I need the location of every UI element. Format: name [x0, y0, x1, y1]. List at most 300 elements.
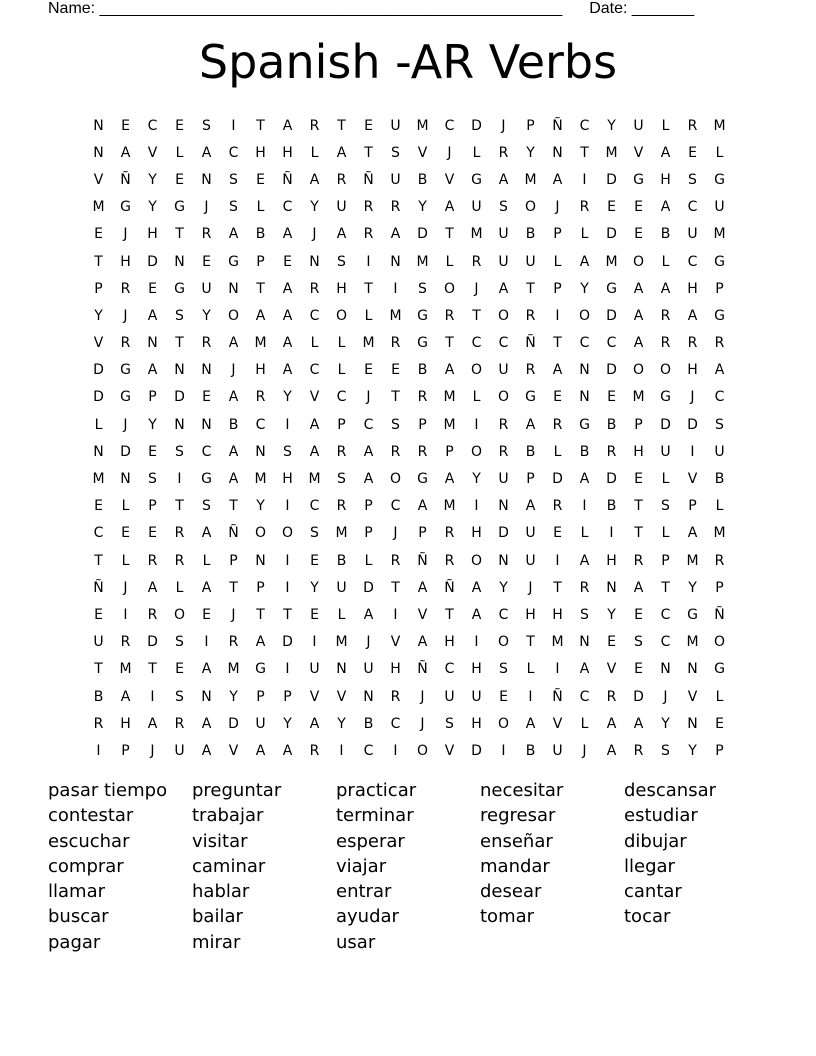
grid-letter: Y	[526, 144, 535, 161]
grid-letter: A	[390, 226, 401, 243]
grid-letter: V	[228, 742, 239, 759]
grid-letter: P	[634, 416, 643, 433]
grid-letter: M	[254, 471, 267, 488]
grid-letter: O	[497, 389, 510, 406]
grid-letter: G	[525, 389, 536, 406]
grid-letter: V	[444, 171, 455, 188]
grid-letter: D	[606, 471, 617, 488]
grid-letter: T	[580, 144, 589, 161]
grid-letter: V	[687, 471, 698, 488]
grid-letter: I	[393, 742, 398, 759]
grid-letter: A	[552, 362, 563, 379]
grid-letter: A	[525, 715, 536, 732]
grid-letter: C	[363, 742, 374, 759]
grid-letter: U	[633, 117, 644, 134]
grid-letter: M	[227, 661, 240, 678]
grid-letter: C	[714, 389, 725, 406]
grid-letter: B	[417, 171, 428, 188]
grid-letter: R	[714, 552, 725, 569]
grid-letter: A	[606, 715, 617, 732]
grid-letter: O	[173, 606, 186, 623]
grid-letter: A	[147, 362, 158, 379]
grid-letter: L	[553, 443, 562, 460]
grid-letter: L	[256, 199, 265, 216]
grid-letter: E	[94, 606, 103, 623]
grid-letter: P	[148, 498, 157, 515]
grid-letter: V	[552, 715, 563, 732]
grid-letter: U	[714, 443, 725, 460]
grid-letter: T	[175, 226, 184, 243]
grid-letter: T	[391, 579, 400, 596]
grid-letter: J	[123, 416, 128, 433]
grid-letter: N	[93, 117, 104, 134]
grid-letter: U	[660, 443, 671, 460]
grid-letter: T	[445, 226, 454, 243]
grid-letter: O	[713, 634, 726, 651]
grid-letter: P	[688, 498, 697, 515]
grid-letter: N	[255, 443, 266, 460]
grid-letter: D	[471, 117, 482, 134]
grid-letter: H	[336, 280, 347, 297]
grid-letter: L	[661, 117, 670, 134]
grid-letter: R	[228, 634, 239, 651]
word-list-item: entrar	[336, 881, 392, 903]
grid-letter: E	[202, 389, 211, 406]
grid-letter: L	[715, 688, 724, 705]
grid-letter: I	[609, 525, 614, 542]
grid-letter: M	[713, 226, 726, 243]
grid-letter: N	[660, 661, 671, 678]
page-title: Spanish -AR Verbs	[198, 35, 618, 89]
grid-letter: Y	[688, 579, 697, 596]
grid-letter: I	[285, 416, 290, 433]
grid-letter: A	[228, 226, 239, 243]
word-list-item: descansar	[624, 780, 717, 801]
grid-letter: S	[688, 171, 697, 188]
grid-letter: R	[309, 117, 320, 134]
grid-letter: I	[555, 307, 560, 324]
grid-letter: A	[444, 471, 455, 488]
grid-letter: Y	[661, 715, 670, 732]
grid-letter: I	[555, 552, 560, 569]
grid-letter: I	[393, 606, 398, 623]
grid-letter: J	[231, 362, 236, 379]
grid-letter: U	[336, 199, 347, 216]
grid-letter: A	[282, 335, 293, 352]
header	[48, 0, 748, 20]
grid-letter: J	[123, 307, 128, 324]
grid-letter: R	[255, 389, 266, 406]
grid-letter: L	[94, 416, 103, 433]
grid-letter: N	[687, 661, 698, 678]
grid-letter: T	[337, 117, 346, 134]
grid-letter: P	[148, 389, 157, 406]
grid-letter: N	[606, 579, 617, 596]
grid-letter: C	[660, 606, 671, 623]
grid-letter: U	[255, 715, 266, 732]
grid-letter: C	[282, 199, 293, 216]
grid-letter: P	[553, 226, 562, 243]
grid-letter: J	[366, 389, 371, 406]
grid-letter: Ñ	[417, 552, 428, 569]
grid-letter: S	[499, 661, 508, 678]
grid-letter: D	[93, 362, 104, 379]
grid-letter: A	[660, 280, 671, 297]
grid-letter: L	[337, 362, 346, 379]
word-list-item: llegar	[624, 855, 675, 877]
word-list-item: llamar	[48, 881, 105, 903]
grid-letter: E	[202, 253, 211, 270]
grid-letter: A	[120, 144, 131, 161]
grid-letter: E	[148, 280, 157, 297]
grid-letter: A	[228, 389, 239, 406]
grid-letter: R	[687, 117, 698, 134]
grid-letter: O	[443, 280, 456, 297]
grid-letter: N	[363, 688, 374, 705]
grid-letter: I	[474, 498, 479, 515]
grid-letter: B	[336, 552, 347, 569]
grid-letter: L	[661, 253, 670, 270]
grid-letter: Y	[310, 579, 319, 596]
grid-letter: I	[177, 471, 182, 488]
grid-letter: P	[94, 280, 103, 297]
grid-letter: E	[121, 525, 130, 542]
grid-letter: P	[229, 552, 238, 569]
grid-letter: T	[94, 661, 103, 678]
grid-letter: A	[201, 742, 212, 759]
grid-letter: A	[498, 280, 509, 297]
grid-letter: T	[445, 335, 454, 352]
grid-letter: G	[201, 471, 212, 488]
grid-letter: T	[391, 389, 400, 406]
grid-letter: N	[498, 498, 509, 515]
grid-letter: D	[147, 253, 158, 270]
grid-letter: I	[231, 117, 236, 134]
grid-letter: P	[256, 579, 265, 596]
grid-letter: E	[607, 634, 616, 651]
grid-letter: U	[687, 226, 698, 243]
grid-letter: D	[633, 688, 644, 705]
grid-letter: L	[310, 144, 319, 161]
grid-letter: S	[418, 280, 427, 297]
grid-letter: U	[498, 253, 509, 270]
grid-letter: U	[390, 171, 401, 188]
grid-letter: J	[231, 606, 236, 623]
grid-letter: R	[552, 498, 563, 515]
word-list-item: pagar	[48, 931, 101, 953]
word-list-item: contestar	[48, 805, 134, 827]
grid-letter: J	[555, 199, 560, 216]
grid-letter: A	[363, 443, 374, 460]
grid-letter: A	[201, 579, 212, 596]
grid-letter: A	[201, 661, 212, 678]
grid-letter: S	[175, 443, 184, 460]
grid-letter: H	[120, 253, 131, 270]
grid-letter: M	[416, 253, 429, 270]
grid-letter: A	[147, 579, 158, 596]
grid-letter: N	[174, 362, 185, 379]
date-line: Date: _______	[589, 0, 695, 17]
grid-letter: L	[661, 525, 670, 542]
grid-letter: P	[715, 579, 724, 596]
grid-letter: M	[470, 226, 483, 243]
grid-letter: R	[552, 416, 563, 433]
grid-letter: L	[175, 579, 184, 596]
grid-letter: G	[660, 389, 671, 406]
grid-letter: T	[526, 634, 535, 651]
word-list-item: usar	[336, 931, 376, 953]
grid-letter: L	[580, 715, 589, 732]
grid-letter: A	[687, 525, 698, 542]
grid-letter: P	[526, 117, 535, 134]
grid-letter: T	[256, 117, 265, 134]
grid-letter: O	[470, 552, 483, 569]
grid-letter: U	[498, 362, 509, 379]
grid-letter: H	[255, 362, 266, 379]
grid-letter: G	[228, 253, 239, 270]
grid-letter: A	[255, 634, 266, 651]
grid-letter: A	[633, 715, 644, 732]
word-list-item: visitar	[192, 830, 248, 852]
grid-letter: S	[661, 498, 670, 515]
grid-letter: C	[309, 362, 320, 379]
grid-letter: Ñ	[714, 606, 725, 623]
grid-letter: N	[174, 253, 185, 270]
grid-letter: C	[498, 606, 509, 623]
grid-letter: B	[606, 416, 617, 433]
grid-letter: O	[254, 525, 267, 542]
grid-letter: U	[363, 661, 374, 678]
grid-letter: C	[498, 335, 509, 352]
grid-letter: R	[336, 498, 347, 515]
word-list-item: buscar	[48, 906, 109, 928]
grid-letter: O	[497, 634, 510, 651]
word-list	[48, 780, 768, 957]
grid-letter: R	[201, 226, 212, 243]
grid-letter: Ñ	[552, 688, 563, 705]
grid-letter: C	[660, 634, 671, 651]
grid-letter: P	[715, 280, 724, 297]
grid-letter: E	[94, 498, 103, 515]
grid-letter: S	[175, 307, 184, 324]
grid-letter: L	[661, 471, 670, 488]
word-list-item: dibujar	[624, 830, 687, 852]
grid-letter: T	[175, 335, 184, 352]
grid-letter: I	[96, 742, 101, 759]
grid-letter: M	[254, 335, 267, 352]
grid-letter: R	[363, 226, 374, 243]
grid-letter: R	[309, 742, 320, 759]
grid-letter: N	[201, 416, 212, 433]
grid-letter: Y	[607, 117, 616, 134]
grid-letter: O	[497, 307, 510, 324]
grid-letter: I	[393, 280, 398, 297]
grid-letter: N	[201, 171, 212, 188]
grid-letter: E	[175, 117, 184, 134]
grid-letter: B	[606, 498, 617, 515]
word-list-item: viajar	[336, 855, 387, 877]
grid-letter: P	[661, 552, 670, 569]
grid-letter: T	[175, 498, 184, 515]
grid-letter: I	[474, 634, 479, 651]
grid-letter: V	[444, 742, 455, 759]
grid-letter: I	[501, 742, 506, 759]
grid-letter: C	[390, 498, 401, 515]
grid-letter: A	[147, 307, 158, 324]
grid-letter: A	[363, 471, 374, 488]
grid-letter: B	[363, 715, 374, 732]
grid-letter: P	[121, 742, 130, 759]
grid-letter: E	[607, 389, 616, 406]
grid-letter: U	[93, 634, 104, 651]
grid-letter: A	[687, 307, 698, 324]
grid-letter: B	[660, 226, 671, 243]
word-list-item: pasar tiempo	[48, 780, 168, 801]
grid-letter: G	[714, 307, 725, 324]
grid-letter: U	[552, 742, 563, 759]
grid-letter: R	[417, 443, 428, 460]
grid-letter: O	[227, 307, 240, 324]
word-list-item: enseñar	[480, 830, 553, 852]
grid-letter: G	[687, 606, 698, 623]
grid-letter: I	[312, 634, 317, 651]
grid-letter: C	[309, 307, 320, 324]
grid-letter: A	[471, 606, 482, 623]
grid-letter: H	[687, 280, 698, 297]
grid-letter: C	[579, 117, 590, 134]
grid-letter: A	[228, 471, 239, 488]
grid-letter: S	[661, 742, 670, 759]
grid-letter: I	[339, 742, 344, 759]
grid-letter: A	[579, 661, 590, 678]
grid-letter: N	[579, 634, 590, 651]
grid-letter: Y	[472, 471, 481, 488]
grid-letter: R	[660, 307, 671, 324]
grid-letter: A	[120, 688, 131, 705]
grid-letter: Y	[202, 307, 211, 324]
grid-letter: T	[229, 579, 238, 596]
grid-letter: I	[582, 171, 587, 188]
grid-letter: A	[633, 335, 644, 352]
grid-letter: Y	[607, 606, 616, 623]
grid-letter: R	[687, 335, 698, 352]
grid-letter: R	[174, 525, 185, 542]
grid-letter: V	[93, 171, 104, 188]
grid-letter: C	[687, 253, 698, 270]
grid-letter: U	[444, 688, 455, 705]
grid-letter: A	[660, 199, 671, 216]
grid-letter: M	[443, 498, 456, 515]
grid-letter: S	[634, 634, 643, 651]
grid-letter: A	[201, 144, 212, 161]
grid-letter: E	[310, 606, 319, 623]
grid-letter: Y	[580, 280, 589, 297]
grid-letter: R	[147, 606, 158, 623]
grid-letter: I	[150, 688, 155, 705]
grid-letter: R	[498, 443, 509, 460]
grid-letter: I	[528, 688, 533, 705]
grid-letter: A	[282, 226, 293, 243]
grid-letter: A	[606, 742, 617, 759]
grid-letter: A	[309, 443, 320, 460]
grid-letter: Y	[148, 199, 157, 216]
grid-letter: N	[255, 552, 266, 569]
grid-letter: T	[553, 335, 562, 352]
grid-letter: T	[445, 606, 454, 623]
grid-letter: P	[715, 742, 724, 759]
grid-letter: V	[309, 389, 320, 406]
grid-letter: Ñ	[363, 171, 374, 188]
grid-letter: E	[553, 389, 562, 406]
grid-letter: R	[714, 335, 725, 352]
grid-letter: N	[201, 362, 212, 379]
grid-letter: C	[444, 661, 455, 678]
word-list-item: comprar	[48, 855, 124, 877]
grid-letter: E	[310, 552, 319, 569]
grid-letter: Y	[283, 389, 292, 406]
grid-letter: R	[471, 253, 482, 270]
grid-letter: R	[606, 443, 617, 460]
grid-letter: M	[92, 471, 105, 488]
grid-letter: L	[337, 335, 346, 352]
grid-letter: Y	[688, 742, 697, 759]
word-list-item: ayudar	[336, 906, 399, 928]
grid-letter: T	[553, 579, 562, 596]
grid-letter: O	[632, 362, 645, 379]
grid-letter: G	[120, 199, 131, 216]
grid-letter: M	[686, 552, 699, 569]
grid-letter: I	[123, 606, 128, 623]
grid-letter: T	[229, 498, 238, 515]
grid-letter: R	[120, 634, 131, 651]
grid-letter: D	[606, 226, 617, 243]
grid-letter: R	[390, 443, 401, 460]
grid-letter: L	[175, 144, 184, 161]
grid-letter: M	[713, 525, 726, 542]
grid-letter: S	[391, 144, 400, 161]
grid-letter: A	[633, 280, 644, 297]
grid-letter: D	[552, 471, 563, 488]
grid-letter: E	[634, 471, 643, 488]
grid-letter: E	[94, 226, 103, 243]
grid-letter: Ñ	[120, 171, 131, 188]
grid-letter: H	[444, 634, 455, 651]
grid-letter: C	[390, 715, 401, 732]
grid-letter: M	[686, 634, 699, 651]
grid-letter: H	[633, 443, 644, 460]
grid-letter: V	[633, 144, 644, 161]
grid-letter: R	[498, 416, 509, 433]
grid-letter: G	[174, 199, 185, 216]
grid-letter: D	[147, 634, 158, 651]
grid-letter: R	[606, 688, 617, 705]
grid-letter: V	[309, 688, 320, 705]
grid-letter: D	[660, 416, 671, 433]
grid-letter: U	[471, 199, 482, 216]
grid-letter: B	[417, 362, 428, 379]
grid-letter: C	[579, 335, 590, 352]
grid-letter: A	[228, 443, 239, 460]
grid-letter: T	[283, 606, 292, 623]
grid-letter: J	[663, 688, 668, 705]
grid-letter: R	[390, 688, 401, 705]
grid-letter: A	[444, 362, 455, 379]
word-list-item: preguntar	[192, 780, 282, 801]
grid-letter: A	[282, 307, 293, 324]
grid-letter: H	[282, 471, 293, 488]
grid-letter: C	[687, 199, 698, 216]
grid-letter: Y	[256, 498, 265, 515]
